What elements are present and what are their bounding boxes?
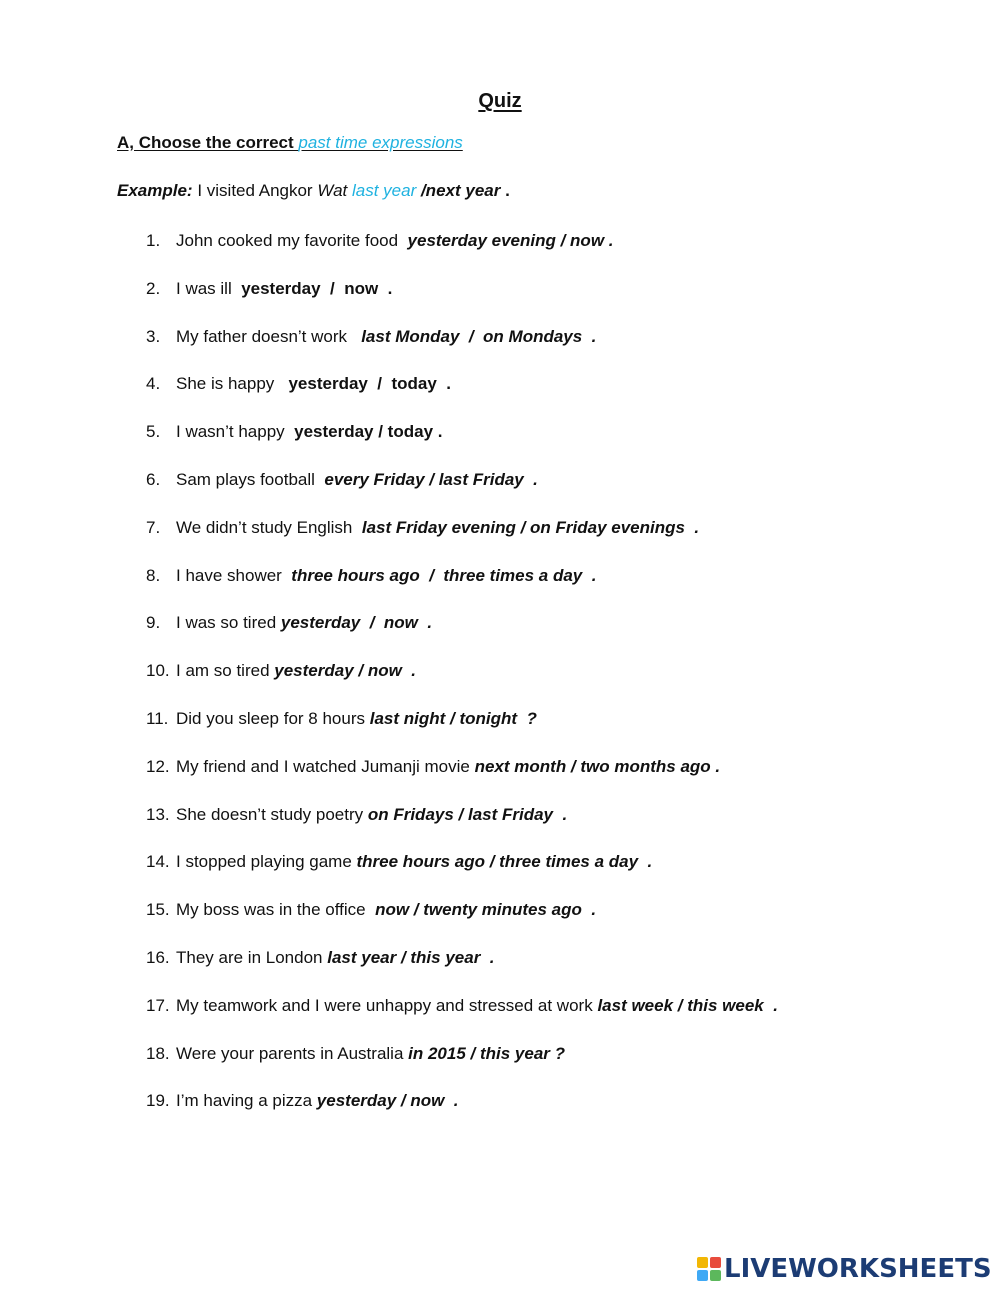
question-number: 4. [146, 374, 161, 394]
question-number: 2. [146, 278, 161, 298]
question-item [146, 517, 778, 565]
example-wrong-answer: /next year [416, 181, 501, 200]
question-number: 1. [146, 231, 161, 250]
question-options: last Friday evening / on Friday evenings . [361, 517, 700, 537]
question-number: 14. [146, 852, 170, 872]
question-options: three hours ago / three times a day . [356, 852, 653, 872]
question-options: yesterday evening / now . [407, 231, 614, 250]
question-text: Sam plays football [176, 469, 325, 489]
question-number: 12. [146, 756, 170, 776]
question-options: last week / this week . [597, 995, 778, 1015]
question-options: last year / this year . [327, 947, 495, 967]
question-number: 7. [146, 517, 161, 537]
question-item [146, 373, 778, 421]
question-text: They are in London [176, 947, 328, 967]
question-number: 5. [146, 422, 161, 442]
question-options: last night / tonight ? [369, 708, 537, 728]
question-text: I have shower [176, 565, 292, 585]
question-number: 17. [146, 995, 170, 1015]
logo-square-4 [710, 1270, 721, 1281]
question-text: My father doesn’t work [176, 326, 362, 346]
question-text: John cooked my favorite food [176, 231, 408, 250]
example-text: I visited Angkor [192, 181, 318, 200]
question-number: 8. [146, 565, 161, 585]
question-item [146, 469, 778, 517]
question-options: yesterday / today . [294, 422, 443, 442]
question-item [146, 326, 778, 374]
question-text: I am so tired [176, 661, 275, 681]
example-end: . [500, 181, 510, 200]
question-options: yesterday / now . [280, 613, 433, 633]
question-text: I was so tired [176, 613, 281, 633]
question-text: She is happy [176, 374, 289, 394]
question-text: Did you sleep for 8 hours [176, 708, 370, 728]
question-item [146, 230, 778, 278]
logo-square-1 [697, 1257, 708, 1268]
question-item [146, 421, 778, 469]
question-item [146, 756, 778, 804]
example-text-italic: Wat [317, 181, 348, 200]
question-options: yesterday / now . [274, 661, 416, 681]
question-options: yesterday / now . [241, 278, 393, 298]
question-text: She doesn’t study poetry [176, 804, 368, 824]
question-number: 15. [146, 900, 170, 920]
liveworksheets-logo-icon [697, 1257, 721, 1281]
question-number: 3. [146, 326, 161, 346]
example-label: Example: [117, 181, 193, 200]
question-text: I stopped playing game [176, 852, 357, 872]
question-options: three hours ago / three times a day . [291, 565, 597, 585]
question-item [146, 851, 778, 899]
liveworksheets-logo [697, 1254, 992, 1284]
question-text: We didn’t study English [176, 517, 362, 537]
question-text: I’m having a pizza [176, 1091, 317, 1111]
question-text: I wasn’t happy [176, 422, 295, 442]
page-title: Quiz [478, 90, 522, 112]
question-item [146, 1043, 778, 1091]
question-number: 11. [146, 708, 169, 728]
question-item [146, 804, 778, 852]
question-number: 16. [146, 947, 170, 967]
question-number: 6. [146, 469, 161, 489]
logo-square-3 [697, 1270, 708, 1281]
logo-square-2 [710, 1257, 721, 1268]
question-number: 18. [146, 1043, 170, 1063]
section-heading-prefix: A, Choose the correct [117, 133, 299, 152]
question-options: every Friday / last Friday . [324, 469, 538, 489]
question-list [146, 230, 778, 1138]
question-item [146, 1090, 778, 1138]
section-heading [117, 133, 463, 153]
question-item [146, 612, 778, 660]
question-options: yesterday / today . [288, 374, 451, 394]
question-item [146, 565, 778, 613]
example-correct-answer: last year [351, 181, 417, 200]
question-item [146, 278, 778, 326]
example-line [117, 181, 510, 201]
question-text: My friend and I watched Jumanji movie [176, 756, 475, 776]
question-text: I was ill [176, 278, 242, 298]
question-options: on Fridays / last Friday . [367, 804, 568, 824]
question-item [146, 947, 778, 995]
question-item [146, 995, 778, 1043]
question-item [146, 899, 778, 947]
question-options: in 2015 / this year ? [408, 1043, 565, 1063]
section-heading-accent: past time expressions [298, 133, 463, 152]
question-options: next month / two months ago . [474, 756, 721, 776]
question-number: 19. [146, 1091, 170, 1111]
logo-text: LIVEWORKSHEETS [724, 1254, 992, 1284]
question-number: 13. [146, 804, 170, 824]
question-number: 9. [146, 613, 161, 633]
question-text: My boss was in the office [176, 900, 376, 920]
question-number: 10. [146, 661, 170, 681]
question-options: yesterday / now . [316, 1091, 459, 1111]
question-item [146, 708, 778, 756]
question-options: last Monday / on Mondays . [361, 326, 597, 346]
question-options: now / twenty minutes ago . [375, 900, 597, 920]
question-text: My teamwork and I were unhappy and stressed at work [176, 995, 598, 1015]
question-text: Were your parents in Australia [176, 1043, 409, 1063]
question-item [146, 660, 778, 708]
